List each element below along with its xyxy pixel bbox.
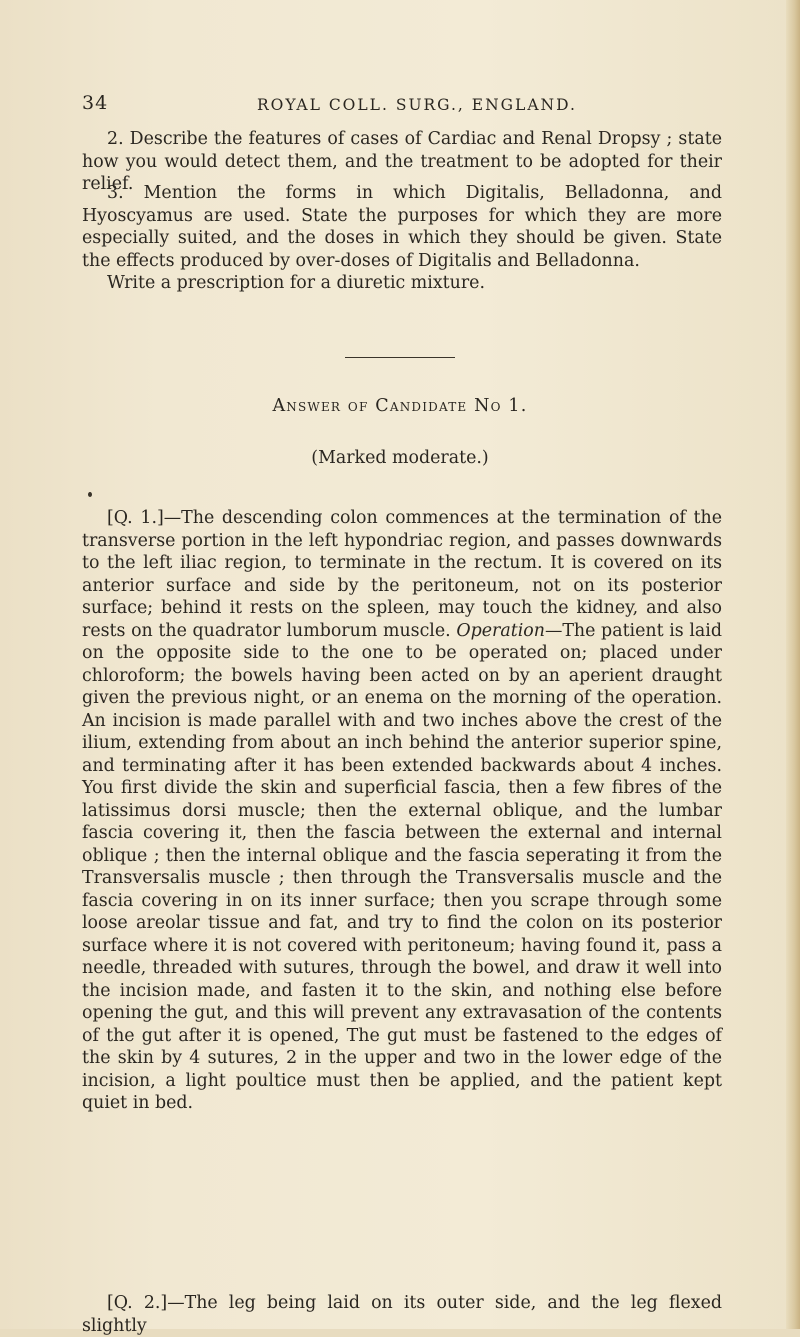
running-head: ROYAL COLL. SURG., ENGLAND. — [257, 96, 577, 114]
page-number: 34 — [82, 92, 109, 114]
page-edge-shadow — [786, 0, 800, 1329]
operation-heading: Operation — [456, 620, 545, 641]
answer-1-anatomy: —The descending colon commences at the termination of the transverse portion in the left hypondriac region, and passes downwards to the left iliac region, to terminate in the rectum. It is covered on its anterior surface and side by the peritoneum, not on its posterior surface; behind it rests on the spleen, may touch the kidney, and also rests on the quadrator lumborum muscle. — [82, 508, 723, 641]
question-2: 2. Describe the features of cases of Cardiac and Renal Dropsy ; state how you would detect them, and the treatment to be adopted for their relief. — [82, 129, 722, 194]
answer-2-label: [Q. 2.] — [107, 1293, 168, 1313]
print-speck — [88, 492, 92, 497]
answer-1-operation: —The patient is laid on the opposite side to the one to be operated on; placed under chloroform; the bowels having been acted on by an aperient draught given the previous night, or an enema on the morning of the operation. An incision is made parallel with and two inches above the crest of the ilium, extending from about an inch behind the anterior superior spine, and terminating after it has been extended backwards about 4 inches. You first divide the skin and superficial fascia, then a few fibres of the latissimus dorsi muscle; then the external oblique, and the lumbar fascia covering it, then the fascia between the external and internal oblique ; then the internal oblique and the fascia seperating it from the Transversalis muscle ; then through the Transversalis muscle and the fascia covering in on its inner surface; then you scrape through some loose areolar tissue and fat, and try to find the colon on its posterior surface where it is not covered with peritoneum; having found it, pass a needle, threaded with sutures, through the bowel, and draw it well into the incision made, and fasten it to the skin, and nothing else before opening the gut, and this will prevent any extravasation of the contents of the gut after it is opened, The gut must be fastened to the edges of the skin by 4 sutures, 2 in the upper and two in the lower edge of the incision, a light poultice must then be applied, and the patient kept quiet in bed. — [82, 620, 722, 1113]
answer-1 — [82, 507, 722, 1115]
question-3: 3. Mention the forms in which Digitalis, Belladonna, and Hyoscyamus are used. State the purposes for which they are more especially suited, and the doses in which they should be given. State the effects produced by over-doses of Digitalis and Belladonna. — [82, 183, 722, 271]
marking-note: (Marked moderate.) — [311, 448, 489, 468]
page-header — [82, 92, 722, 122]
answer-2-text: —The leg being laid on its outer side, and the leg flexed slightly — [82, 1293, 723, 1336]
section-divider — [345, 357, 455, 358]
answer-2 — [82, 1292, 722, 1337]
question-3-prescription: Write a prescription for a diuretic mixture. — [107, 273, 485, 293]
answer-heading: Answer of Candidate No 1. — [272, 396, 528, 416]
answer-1-label: [Q. 1.] — [107, 508, 164, 528]
